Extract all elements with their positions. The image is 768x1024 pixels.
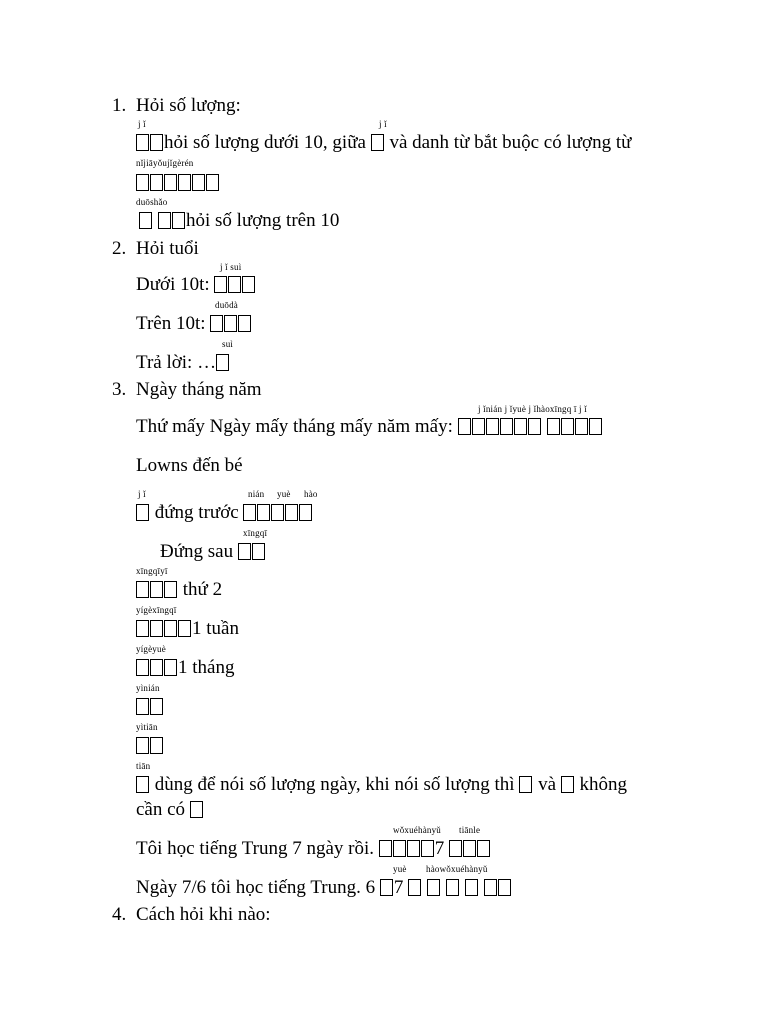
- list-number: 1.: [112, 95, 127, 116]
- hanzi-glyph: [150, 698, 163, 715]
- hanzi-glyph: [150, 174, 163, 191]
- pinyin-annotation: suì: [222, 339, 234, 349]
- hanzi-glyph: [136, 659, 149, 676]
- line-text: thứ 2: [182, 579, 223, 600]
- section-title: Ngày tháng năm: [136, 379, 262, 400]
- line-text: Thứ mấy Ngày mấy tháng mấy năm mấy:: [136, 416, 453, 437]
- text-line: [136, 774, 627, 796]
- text-line: [136, 352, 230, 374]
- hanzi-line: [136, 696, 164, 718]
- hanzi-glyph: [158, 212, 171, 229]
- hanzi-glyph: [164, 620, 177, 637]
- hanzi-glyph: [210, 315, 223, 332]
- hanzi-glyph: [285, 504, 298, 521]
- hanzi-glyph: [561, 418, 574, 435]
- list-number: 2.: [112, 238, 127, 259]
- line-text: không: [579, 774, 627, 795]
- text-line: [136, 838, 491, 860]
- text-line: [136, 274, 256, 296]
- pinyin-annotation: j ǐ suì: [220, 262, 242, 272]
- hanzi-glyph: [206, 174, 219, 191]
- hanzi-glyph: [136, 620, 149, 637]
- pinyin-annotation: xīngqī: [243, 528, 268, 538]
- text-line: Lowns đến bé: [136, 455, 243, 476]
- line-text: 1 tuần: [192, 618, 239, 639]
- hanzi-glyph: [421, 840, 434, 857]
- text-line: [139, 210, 339, 232]
- text-line: [136, 799, 204, 821]
- text-line: [136, 502, 313, 524]
- hanzi-glyph: [172, 212, 185, 229]
- line-text: cần có: [136, 799, 186, 820]
- line-text: và: [538, 774, 556, 795]
- pinyin-annotation: yìnián: [136, 683, 160, 693]
- text-line: [136, 416, 603, 438]
- hanzi-glyph: [500, 418, 513, 435]
- pinyin-annotation: nǐjiāyǒujǐgèrén: [136, 158, 194, 168]
- hanzi-glyph: [407, 840, 420, 857]
- hanzi-glyph: [427, 879, 440, 896]
- pinyin-annotation: yuè: [393, 864, 407, 874]
- hanzi-glyph: [192, 174, 205, 191]
- text-line: [136, 579, 222, 601]
- hanzi-glyph: [136, 776, 149, 793]
- hanzi-glyph: [449, 840, 462, 857]
- hanzi-glyph: [446, 879, 459, 896]
- hanzi-glyph: [299, 504, 312, 521]
- text-line: [136, 877, 512, 899]
- hanzi-glyph: [498, 879, 511, 896]
- hanzi-line: [136, 735, 164, 757]
- pinyin-annotation: j ǐnián j ǐyuè j ǐhàoxīngq ī j ǐ: [478, 404, 587, 414]
- hanzi-glyph: [190, 801, 203, 818]
- line-text: hỏi số lượng dưới 10, giữa: [164, 132, 366, 153]
- text-line: [136, 313, 252, 335]
- hanzi-glyph: [393, 840, 406, 857]
- hanzi-glyph: [136, 698, 149, 715]
- hanzi-glyph: [519, 776, 532, 793]
- line-text: và danh từ bắt buộc có lượng từ: [389, 132, 632, 153]
- hanzi-glyph: [257, 504, 270, 521]
- pinyin-annotation: duōdà: [215, 300, 238, 310]
- hanzi-glyph: [242, 276, 255, 293]
- hanzi-glyph: [164, 581, 177, 598]
- hanzi-glyph: [484, 879, 497, 896]
- pinyin-annotation: j ǐ: [379, 119, 387, 129]
- pinyin-annotation: xīngqīyī: [136, 566, 168, 576]
- hanzi-glyph: [164, 174, 177, 191]
- hanzi-glyph: [136, 134, 149, 151]
- hanzi-glyph: [224, 315, 237, 332]
- hanzi-glyph: [371, 134, 384, 151]
- line-text: hỏi số lượng trên 10: [186, 210, 340, 231]
- pinyin-annotation: nián: [248, 489, 265, 499]
- line-text: 7: [434, 838, 445, 859]
- hanzi-glyph: [463, 840, 476, 857]
- section-title: Hỏi tuổi: [136, 238, 199, 259]
- hanzi-glyph: [271, 504, 284, 521]
- hanzi-glyph: [528, 418, 541, 435]
- hanzi-glyph: [238, 315, 251, 332]
- hanzi-glyph: [150, 737, 163, 754]
- hanzi-glyph: [252, 543, 265, 560]
- hanzi-glyph: [150, 134, 163, 151]
- pinyin-annotation: yígèyuè: [136, 644, 166, 654]
- hanzi-glyph: [214, 276, 227, 293]
- pinyin-annotation: yígèxīngqī: [136, 605, 177, 615]
- pinyin-annotation: tiān: [136, 761, 151, 771]
- pinyin-annotation: j ǐ: [138, 489, 146, 499]
- hanzi-glyph: [150, 659, 163, 676]
- hanzi-glyph: [561, 776, 574, 793]
- text-line: [136, 618, 239, 640]
- hanzi-glyph: [458, 418, 471, 435]
- list-number: 3.: [112, 379, 127, 400]
- line-text: 7: [393, 877, 404, 898]
- hanzi-glyph: [472, 418, 485, 435]
- text-line: [136, 657, 234, 679]
- hanzi-glyph: [136, 737, 149, 754]
- hanzi-glyph: [575, 418, 588, 435]
- line-text: Tôi học tiếng Trung 7 ngày rồi.: [136, 838, 375, 859]
- pinyin-annotation: tiānle: [459, 825, 481, 835]
- hanzi-glyph: [136, 174, 149, 191]
- list-number: 4.: [112, 904, 127, 925]
- hanzi-glyph: [228, 276, 241, 293]
- pinyin-annotation: yìtiān: [136, 722, 158, 732]
- hanzi-glyph: [243, 504, 256, 521]
- hanzi-glyph: [136, 581, 149, 598]
- hanzi-glyph: [178, 620, 191, 637]
- line-text: Trên 10t:: [136, 313, 206, 334]
- line-text: Đứng sau: [160, 541, 234, 562]
- line-text: Dưới 10t:: [136, 274, 210, 295]
- hanzi-glyph: [379, 840, 392, 857]
- hanzi-glyph: [380, 879, 393, 896]
- hanzi-glyph: [150, 581, 163, 598]
- hanzi-glyph: [136, 504, 149, 521]
- pinyin-annotation: yuè: [277, 489, 291, 499]
- text-line: [160, 541, 266, 563]
- hanzi-line: [136, 172, 220, 194]
- hanzi-glyph: [178, 174, 191, 191]
- hanzi-glyph: [477, 840, 490, 857]
- line-text: 1 tháng: [178, 657, 235, 678]
- hanzi-glyph: [408, 879, 421, 896]
- text-line: [136, 132, 631, 154]
- section-title: Hỏi số lượng:: [136, 95, 241, 116]
- pinyin-annotation: hàowǒxuéhànyǔ: [426, 864, 488, 874]
- hanzi-glyph: [164, 659, 177, 676]
- hanzi-glyph: [514, 418, 527, 435]
- hanzi-glyph: [486, 418, 499, 435]
- line-text: đứng trước: [154, 502, 239, 523]
- hanzi-glyph: [547, 418, 560, 435]
- pinyin-annotation: duōshǎo: [136, 197, 168, 207]
- hanzi-glyph: [238, 543, 251, 560]
- pinyin-annotation: hào: [304, 489, 318, 499]
- line-text: Trả lời: …: [136, 352, 217, 373]
- hanzi-glyph: [150, 620, 163, 637]
- hanzi-glyph: [139, 212, 152, 229]
- line-text: Ngày 7/6 tôi học tiếng Trung. 6: [136, 877, 376, 898]
- hanzi-glyph: [589, 418, 602, 435]
- section-title: Cách hỏi khi nào:: [136, 904, 271, 925]
- line-text: dùng để nói số lượng ngày, khi nói số lượng thì: [154, 774, 515, 795]
- pinyin-annotation: wǒxuéhànyǔ: [393, 825, 441, 835]
- pinyin-annotation: j ǐ: [138, 119, 146, 129]
- hanzi-glyph: [216, 354, 229, 371]
- hanzi-glyph: [465, 879, 478, 896]
